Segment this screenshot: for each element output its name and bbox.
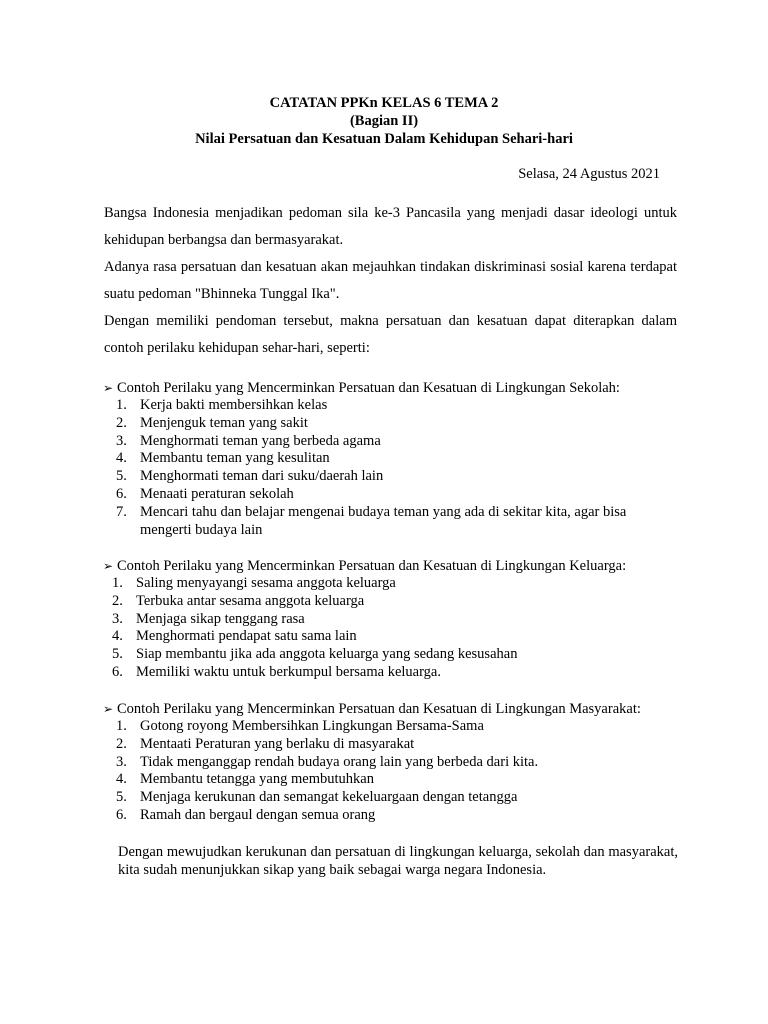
section-heading-text: Contoh Perilaku yang Mencerminkan Persatuan dan Kesatuan di Lingkungan Masyarakat: [117, 701, 641, 717]
section-family [103, 557, 678, 682]
section-heading [103, 379, 678, 397]
list-item: 6. Menaati peraturan sekolah [116, 485, 294, 502]
document-heading: Nilai Persatuan dan Kesatuan Dalam Kehidupan Sehari-hari [195, 131, 573, 147]
list-item: 7. Mencari tahu dan belajar mengenai budaya teman yang ada di sekitar kita, agar bisa mengerti budaya lain [116, 503, 627, 538]
document-subtitle: (Bagian II) [349, 113, 419, 129]
title-block [0, 94, 768, 148]
section-heading [103, 700, 678, 718]
intro-text [104, 200, 677, 362]
list-item: 2. Terbuka antar sesama anggota keluarga [112, 592, 365, 609]
list-item: 5. Menghormati teman dari suku/daerah lain [116, 468, 384, 485]
section-community [103, 700, 678, 825]
document-title: CATATAN PPKn KELAS 6 TEMA 2 [269, 95, 499, 111]
numbered-list [103, 397, 678, 539]
list-item: 3. Menjaga sikap tenggang rasa [112, 610, 305, 627]
list-item: 3. Menghormati teman yang berbeda agama [116, 432, 381, 449]
list-item: 1. Saling menyayangi sesama anggota keluarga [112, 575, 396, 591]
list-item: 5. Siap membantu jika ada anggota keluarga yang sedang kesusahan [112, 646, 518, 663]
arrow-bullet-icon: ➢ [103, 559, 114, 573]
list-item: 1. Gotong royong Membersihkan Lingkungan Bersama-Sama [116, 718, 484, 734]
intro-paragraph: Dengan memiliki pendoman tersebut, makna persatuan dan kesatuan dapat diterapkan dalam contoh perilaku kehidupan sehar-hari, seperti: [104, 313, 677, 356]
list-item: 5. Menjaga kerukunan dan semangat kekeluargaan dengan tetangga [116, 789, 518, 806]
section-heading-text: Contoh Perilaku yang Mencerminkan Persatuan dan Kesatuan di Lingkungan Keluarga: [117, 558, 627, 574]
list-item: 2. Menjenguk teman yang sakit [116, 414, 308, 431]
arrow-bullet-icon: ➢ [103, 381, 114, 395]
list-item: 4. Membantu teman yang kesulitan [116, 450, 330, 467]
section-heading-text: Contoh Perilaku yang Mencerminkan Persatuan dan Kesatuan di Lingkungan Sekolah: [117, 380, 620, 396]
list-item: 4. Membantu tetangga yang membutuhkan [116, 771, 374, 788]
intro-paragraph: Bangsa Indonesia menjadikan pedoman sila ke-3 Pancasila yang menjadi dasar ideologi untuk kehidupan berbangsa dan bermasyarakat. [104, 205, 677, 248]
list-item: 1. Kerja bakti membersihkan kelas [116, 397, 328, 413]
arrow-bullet-icon: ➢ [103, 702, 114, 716]
section-heading [103, 557, 678, 575]
section-school [103, 379, 678, 539]
list-item: 3. Tidak menganggap rendah budaya orang lain yang berbeda dari kita. [116, 753, 539, 770]
list-item: 4. Menghormati pendapat satu sama lain [112, 628, 357, 645]
list-item: 2. Mentaati Peraturan yang berlaku di masyarakat [116, 735, 415, 752]
document-date: Selasa, 24 Agustus 2021 [518, 166, 660, 182]
intro-paragraph: Adanya rasa persatuan dan kesatuan akan mejauhkan tindakan diskriminasi sosial karena terdapat suatu pedoman "Bhinneka Tunggal Ika". [104, 259, 677, 302]
list-item: 6. Ramah dan bergaul dengan semua orang [116, 806, 376, 823]
numbered-list [103, 575, 678, 682]
closing-paragraph: Dengan mewujudkan kerukunan dan persatuan di lingkungan keluarga, sekolah dan masyarakat, kita sudah menunjukkan sikap yang baik sebagai warga negara Indonesia. [118, 844, 678, 878]
list-item: 6. Memiliki waktu untuk berkumpul bersama keluarga. [112, 663, 441, 680]
numbered-list [103, 718, 678, 825]
